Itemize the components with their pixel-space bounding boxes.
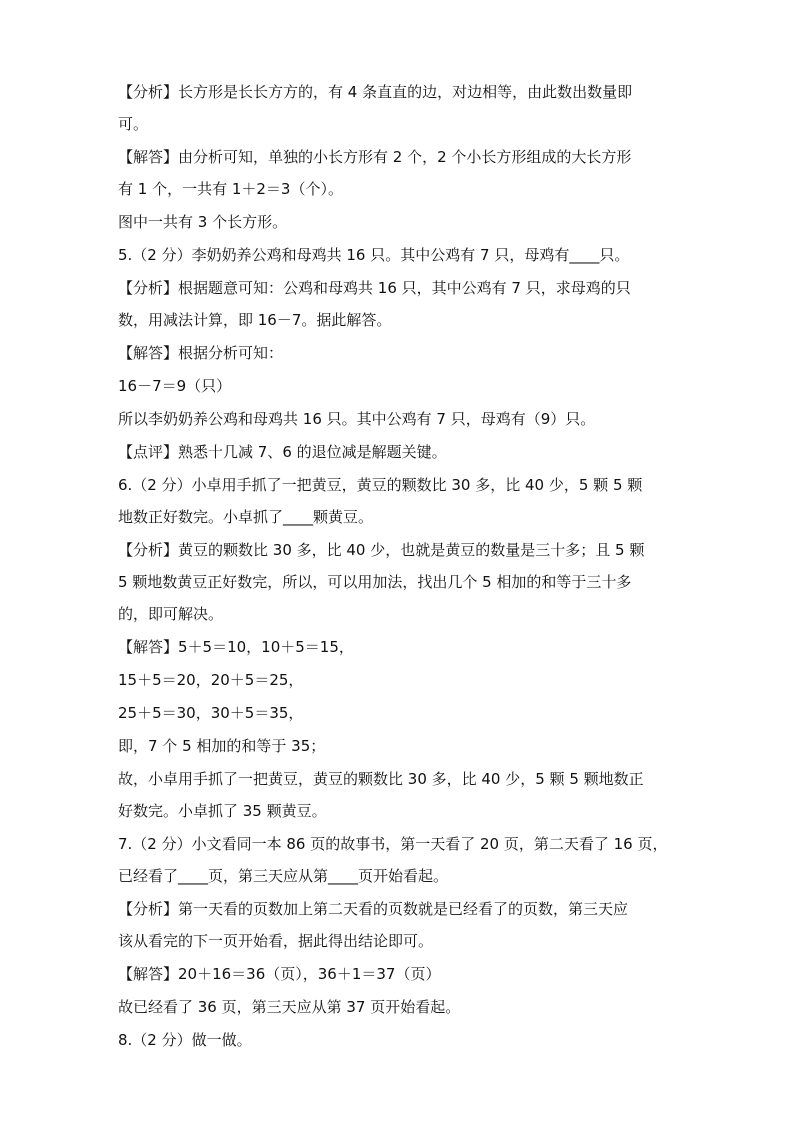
question-8: 8.（2 分）做一做。 [118, 1031, 252, 1049]
text-line: 【解答】根据分析可知： [118, 344, 284, 362]
text-line: 可。 [118, 115, 149, 133]
question-6: 6.（2 分）小卓用手抓了一把黄豆，黄豆的颗数比 30 多，比 40 少，5 颗 5 颗 [118, 476, 643, 494]
text-line: 有 1 个，一共有 1＋2＝3（个）。 [118, 180, 343, 198]
document-page [118, 81, 678, 1051]
text-line: 地数正好数完。小卓抓了____颗黄豆。 [118, 508, 374, 526]
text-line: 15＋5＝20，20＋5＝25， [118, 671, 304, 689]
text-line: 故已经看了 36 页，第三天应从第 37 页开始看起。 [118, 998, 461, 1016]
text-line: 数，用减法计算，即 16－7。据此解答。 [118, 311, 392, 329]
text-line: 5 颗地数黄豆正好数完，所以，可以用加法，找出几个 5 相加的和等于三十多 [118, 573, 632, 591]
text-line: 【分析】根据题意可知：公鸡和母鸡共 16 只，其中公鸡有 7 只，求母鸡的只 [118, 279, 631, 297]
text-line: 【分析】黄豆的颗数比 30 多，比 40 少，也就是黄豆的数量是三十多；且 5 颗 [118, 541, 645, 559]
text-line: 【分析】第一天看的页数加上第二天看的页数就是已经看了的页数，第三天应 [118, 900, 629, 918]
text-line: 图中一共有 3 个长方形。 [118, 213, 288, 231]
text-line: 已经看了____页，第三天应从第____页开始看起。 [118, 867, 449, 885]
text-line: 【点评】熟悉十几减 7、6 的退位减是解题关键。 [118, 443, 447, 461]
text-line: 的，即可解决。 [118, 605, 224, 623]
text-line: 故，小卓用手抓了一把黄豆，黄豆的颗数比 30 多，比 40 少，5 颗 5 颗地数正 [118, 770, 644, 788]
text-line: 16－7＝9（只） [118, 377, 232, 395]
text-line: 该从看完的下一页开始看，据此得出结论即可。 [118, 932, 434, 950]
text-line: 【解答】由分析可知，单独的小长方形有 2 个，2 个小长方形组成的大长方形 [118, 148, 632, 166]
text-line: 所以李奶奶养公鸡和母鸡共 16 只。其中公鸡有 7 只，母鸡有（9）只。 [118, 410, 596, 428]
text-line: 25＋5＝30，30＋5＝35， [118, 704, 304, 722]
text-line: 【解答】5＋5＝10，10＋5＝15， [118, 638, 354, 656]
text-line: 即，7 个 5 相加的和等于 35； [118, 737, 326, 755]
question-7: 7.（2 分）小文看同一本 86 页的故事书，第一天看了 20 页，第二天看了 16 页， [118, 835, 668, 853]
text-line: 【分析】长方形是长长方方的，有 4 条直直的边，对边相等，由此数出数量即 [118, 83, 633, 101]
text-line: 【解答】20＋16＝36（页），36＋1＝37（页） [118, 965, 441, 983]
question-5: 5.（2 分）李奶奶养公鸡和母鸡共 16 只。其中公鸡有 7 只，母鸡有____只。 [118, 246, 630, 264]
text-line: 好数完。小卓抓了 35 颗黄豆。 [118, 802, 327, 820]
